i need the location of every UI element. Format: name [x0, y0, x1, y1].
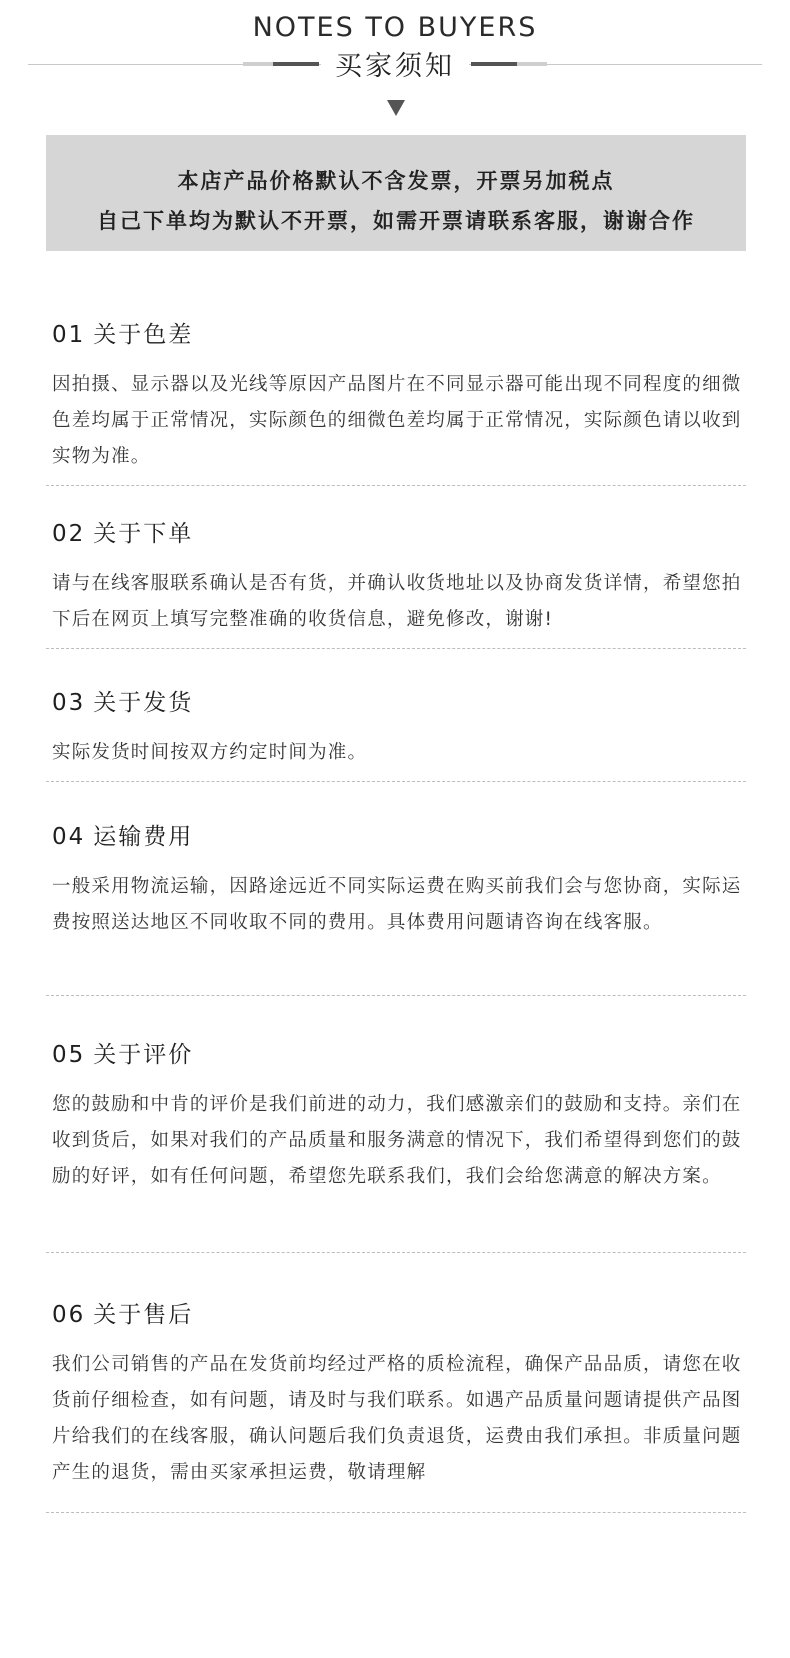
section-heading: 关于售后 [93, 1302, 194, 1328]
section-heading: 运输费用 [93, 824, 194, 850]
section-body: 实际发货时间按双方约定时间为准。 [52, 742, 368, 763]
section-body: 您的鼓励和中肯的评价是我们前进的动力，我们感激亲们的鼓励和支持。亲们在收到货后，如果对我们的产品质量和服务满意的情况下，我们希望得到您们的鼓励的好评，如有任何问题，希望您先联系我们，我们会给您满意的解决方案。 [52, 1094, 742, 1187]
section-title [52, 684, 752, 717]
dashed-divider [46, 995, 746, 996]
section-reviews [52, 1036, 752, 1195]
section-after-sales [52, 1296, 752, 1491]
section-title [52, 316, 752, 349]
invoice-notice-box [46, 135, 746, 251]
notice-line-2: 自己下单均为默认不开票，如需开票请联系客服，谢谢合作 [97, 209, 695, 233]
section-number: 02 [52, 521, 86, 547]
title-english: NOTES TO BUYERS [252, 12, 538, 43]
section-color-difference [52, 316, 752, 475]
dashed-divider [46, 1512, 746, 1513]
notice-line-1: 本店产品价格默认不含发票，开票另加税点 [177, 169, 615, 193]
section-ordering [52, 515, 752, 638]
dashed-divider [46, 648, 746, 649]
section-body: 一般采用物流运输，因路途远近不同实际运费在购买前我们会与您协商，实际运费按照送达地区不同收取不同的费用。具体费用问题请咨询在线客服。 [52, 876, 742, 933]
dashed-divider [46, 485, 746, 486]
section-body: 因拍摄、显示器以及光线等原因产品图片在不同显示器可能出现不同程度的细微色差均属于正常情况，实际颜色的细微色差均属于正常情况，实际颜色请以收到实物为准。 [52, 374, 742, 467]
section-number: 03 [52, 690, 86, 716]
section-number: 05 [52, 1042, 86, 1068]
page-header [0, 0, 790, 130]
section-number: 06 [52, 1302, 86, 1328]
section-number: 04 [52, 824, 86, 850]
section-heading: 关于发货 [93, 690, 194, 716]
section-title [52, 515, 752, 548]
down-triangle-icon [387, 100, 405, 116]
section-title [52, 1296, 752, 1329]
section-heading: 关于色差 [93, 322, 194, 348]
section-freight [52, 818, 752, 941]
title-chinese: 买家须知 [321, 44, 469, 83]
dashed-divider [46, 1252, 746, 1253]
section-heading: 关于下单 [93, 521, 194, 547]
section-body: 请与在线客服联系确认是否有货，并确认收货地址以及协商发货详情，希望您拍下后在网页上填写完整准确的收货信息，避免修改，谢谢! [52, 573, 742, 630]
dashed-divider [46, 781, 746, 782]
section-title [52, 1036, 752, 1069]
section-number: 01 [52, 322, 86, 348]
section-body: 我们公司销售的产品在发货前均经过严格的质检流程，确保产品品质，请您在收货前仔细检查，如有问题，请及时与我们联系。如遇产品质量问题请提供产品图片给我们的在线客服，确认问题后我们负责退货，运费由我们承担。非质量问题产生的退货，需由买家承担运费，敬请理解 [52, 1354, 742, 1483]
section-heading: 关于评价 [93, 1042, 194, 1068]
section-shipping [52, 684, 752, 771]
section-title [52, 818, 752, 851]
